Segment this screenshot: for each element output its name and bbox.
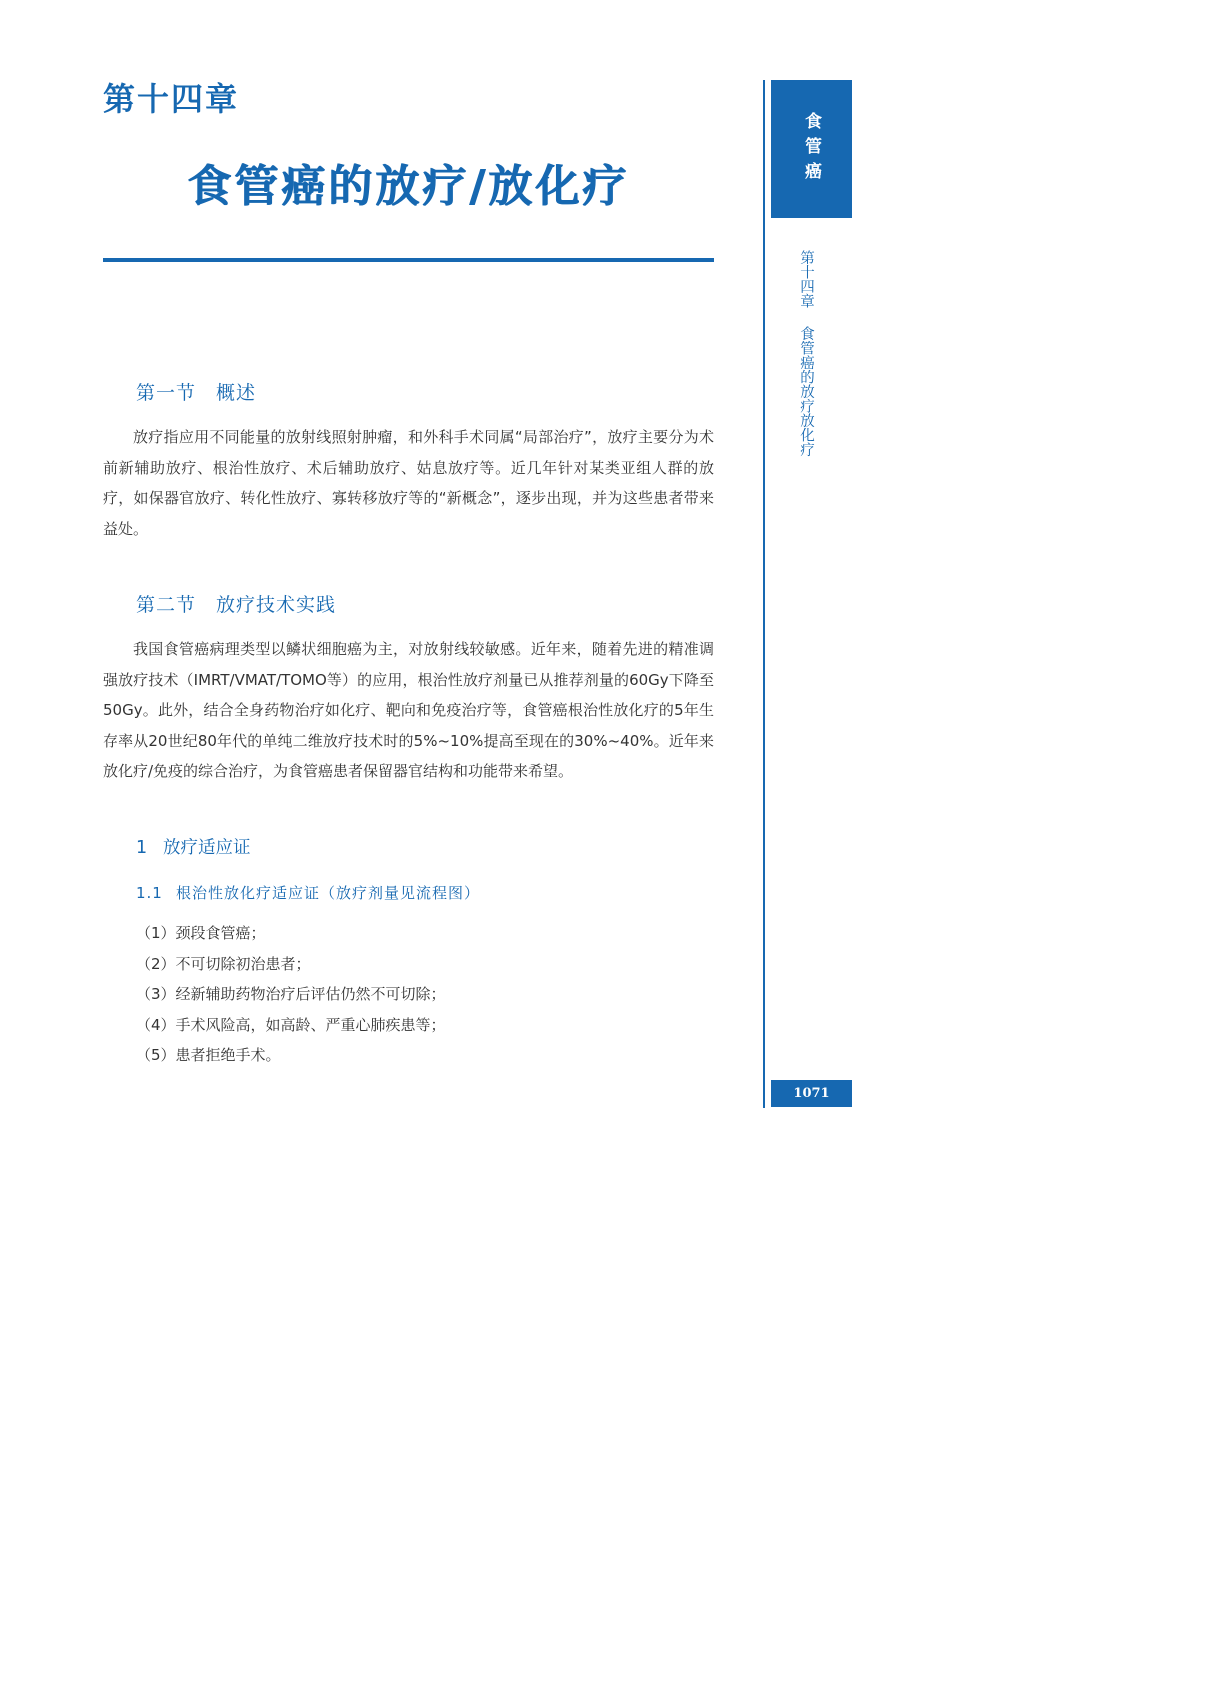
list-item: （2）不可切除初治患者； [136,954,311,973]
section-number: 第一节 [136,382,197,404]
list-item: （4）手术风险高，如高龄、严重心肺疾患等； [136,1015,446,1034]
subheading-title: 根治性放化疗适应证（放疗剂量见流程图） [176,884,481,902]
section-title: 放疗技术实践 [216,594,337,616]
overview-paragraph: 放疗指应用不同能量的放射线照射肿瘤，和外科手术同属“局部治疗”，放疗主要分为术前新辅助放疗、根治性放疗、术后辅助放疗、姑息放疗等。近几年针对某类亚组人群的放疗，如保器官放疗、转化性放疗、寡转移放疗等的“新概念”，逐步出现，并为这些患者带来益处。 [103,428,714,538]
running-title: 食管癌的放疗放化疗 [798,326,814,457]
list-item: （1）颈段食管癌； [136,924,266,942]
indications-list [136,918,446,1071]
section-title: 概述 [216,382,257,404]
sidebar-tab [771,80,852,218]
technique-paragraph: 我国食管癌病理类型以鳞状细胞癌为主，对放射线较敏感。近年来，随着先进的精准调强放疗技术（IMRT/VMAT/TOMO等）的应用，根治性放疗剂量已从推荐剂量的60Gy下降至50Gy。此外，结合全身药物治疗如化疗、靶向和免疫治疗等，食管癌根治性放化疗的5年生存率从20世纪80年代的单纯二维放疗技术时的5%~10%提高至现在的30%~40%。近年来放化疗/免疫的综合治疗，为食管癌患者保留器官结构和功能带来希望。 [103,640,714,780]
page-number: 1071 [771,1080,852,1107]
sidebar-tab-label: 食管癌 [801,111,821,187]
sidebar-rule [763,80,765,1108]
subheading-indications [136,834,251,859]
running-header [797,250,815,457]
running-chapter: 第十四章 [798,250,814,308]
subheading-radical-chemoradiotherapy [136,882,480,903]
title-divider [103,258,714,262]
list-item: （3）经新辅助药物治疗后评估仍然不可切除； [136,985,446,1003]
section-number: 第二节 [136,594,197,616]
section-heading-technique [136,590,336,617]
subheading-title: 放疗适应证 [163,838,251,858]
subheading-number: 1.1 [136,884,163,902]
chapter-label: 第十四章 [103,80,240,118]
subheading-number: 1 [136,838,148,858]
list-item: （5）患者拒绝手术。 [136,1046,281,1064]
section-heading-overview [136,378,256,405]
chapter-title: 食管癌的放疗/放化疗 [186,161,630,212]
